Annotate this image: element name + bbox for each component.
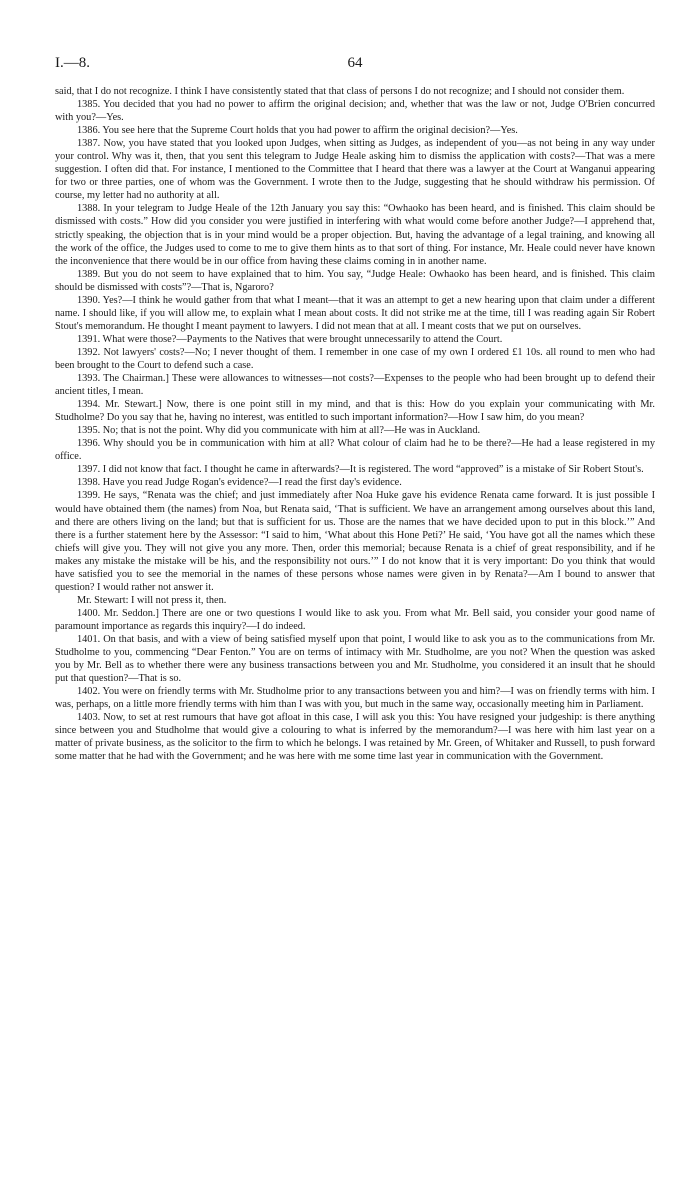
paragraph-continuation: said, that I do not recognize. I think I have consistently stated that that class of persons I do not recognize; and I should not consider them. <box>55 86 625 97</box>
paragraph-1403: 1403. Now, to set at rest rumours that have got afloat in this case, I will ask you this: You have resigned your judgeship: is there anything since between you and Studholme that would give a colouring to what is inferred by the memorandum?—I was here with him last year on a matter of private business, as the solicitor to the firm to which he belongs. I was retained by Mr. Green, of Whitaker and Russell, to push forward some matter that he had with the Government; and he was here with me some time last year in communication with the Government. <box>55 712 655 763</box>
paragraph-1391: 1391. What were those?—Payments to the Natives that were brought unnecessarily to attend the Court. <box>77 333 503 345</box>
paragraph-1394: 1394. Mr. Stewart.] Now, there is one point still in my mind, and that is this: How do you explain your communicating with Mr. Studholme? Do you say that he, having no interest, was entitled to such important information?—How I saw him, do you mean? <box>55 399 655 424</box>
paragraph-1385: 1385. You decided that you had no power to affirm the original decision; and, whether that was the law or not, Judge O'Brien concurred with you?—Yes. <box>55 99 655 124</box>
page-number: 64 <box>347 55 363 71</box>
paragraph-1399: 1399. He says, “Renata was the chief; and just immediately after Noa Huke gave his evidence Renata came forward. It is just possible I would have obtained them (the names) from Noa, but Renata said, ‘That is sufficient. We have an arrangement among ourselves about this land, and there are others living on the land; but that is sufficient for us. Those are the names that we have decided upon to put in this block.’” And there is a further statement here by the Assessor: “I said to him, ‘What about this Hone Peti?’ He said, ‘You have got all the names which these chiefs will give you. They will not give you any more. Then, order this memorial; because Renata is a chief of great responsibility, and if he makes any mistake the mistake will be his, and the responsibility not ours.’” I do not know that it is very important: Do you think that would have satisfied you to see the memorial in the names of these persons whose names were given in by Renata?—Am I bound to answer that question? I would rather not answer it. <box>55 490 655 593</box>
page-header <box>55 55 655 75</box>
paragraph-1397: 1397. I did not know that fact. I thought he came in afterwards?—It is registered. The word “approved” is a mistake of Sir Robert Stout's. <box>77 464 644 476</box>
paragraph-1400: 1400. Mr. Seddon.] There are one or two questions I would like to ask you. From what Mr. Bell said, you consider your good name of paramount importance as regards this inquiry?—I do indeed. <box>55 607 655 632</box>
paragraph-stewart-remark: Mr. Stewart: I will not press it, then. <box>77 594 227 606</box>
paragraph-1396: 1396. Why should you be in communication with him at all? What colour of claim had he to be there?—He had a lease registered in my office. <box>55 438 655 463</box>
document-body <box>55 85 655 763</box>
document-reference: I.—8. <box>55 55 90 71</box>
paragraph-1388: 1388. In your telegram to Judge Heale of the 12th January you say this: “Owhaoko has been heard, and is finished. This claim should be dismissed with costs.” How did you consider you were justified in interfering with what would come before another Judge?—I apprehend that, strictly speaking, the objection that is in your mind would be a proper objection. But, having the advantage of a legal training, and knowing all the work of the office, the Judges used to come to me to give them hints as to that sort of thing. For instance, Mr. Heale could never have known the inconvenience that there would be in our office from having these claims coming in in another name. <box>55 203 655 267</box>
paragraph-1401: 1401. On that basis, and with a view of being satisfied myself upon that point, I would like to ask you as to the communications from Mr. Studholme to you, commencing “Dear Fenton.” You are on terms of intimacy with Mr. Studholme, are you not? When the question was asked you by Mr. Bell as to whether there were any business transactions between you and Mr. Studholme, you considered it an insult that he should put that question?—That is so. <box>55 633 655 685</box>
paragraph-1392: 1392. Not lawyers' costs?—No; I never thought of them. I remember in one case of my own I ordered £1 10s. all round to men who had been brought to the Court to defend such a case. <box>55 346 655 371</box>
paragraph-1390: 1390. Yes?—I think he would gather from that what I meant—that it was an attempt to get a new hearing upon that claim under a different name. I should like, if you will allow me, to explain what I mean about costs. It did not strike me at the time, till I was reading again Sir Robert Stout's memorandum. He thought I meant payment to lawyers. I did not mean that at all. I meant costs that we put on ourselves. <box>55 294 655 332</box>
paragraph-1402: 1402. You were on friendly terms with Mr. Studholme prior to any transactions between you and him?—I was on friendly terms with him. I was, perhaps, on a little more friendly terms with him than I was with you, but much in the same way, occasionally meeting him in Parliament. <box>55 686 655 711</box>
paragraph-1389: 1389. But you do not seem to have explained that to him. You say, “Judge Heale: Owhaoko has been heard, and is finished. This claim should be dismissed with costs”?—That is, Ngaroro? <box>55 268 655 293</box>
paragraph-1386: 1386. You see here that the Supreme Court holds that you had power to affirm the original decision?—Yes. <box>77 125 518 137</box>
paragraph-1395: 1395. No; that is not the point. Why did you communicate with him at all?—He was in Auckland. <box>77 425 481 437</box>
paragraph-1387: 1387. Now, you have stated that you looked upon Judges, when sitting as Judges, as independent of you—as not being in any way under your control. Why was it, then, that you sent this telegram to Judge Heale asking him to dismiss the application with costs?—That was a mere suggestion. I often did that. For instance, I mentioned to the Committee that I heard that there was a lawyer at the Court at Wanganui appearing for two or three parties, one of whom was the Government. I wrote then to the Judge, suggesting that he should withdraw his permission. Of course, my letter had no authority at all. <box>55 138 655 202</box>
paragraph-1398: 1398. Have you read Judge Rogan's evidence?—I read the first day's evidence. <box>77 477 402 489</box>
paragraph-1393: 1393. The Chairman.] These were allowances to witnesses—not costs?—Expenses to the people who had been brought up to defend their ancient titles, I mean. <box>55 373 655 398</box>
